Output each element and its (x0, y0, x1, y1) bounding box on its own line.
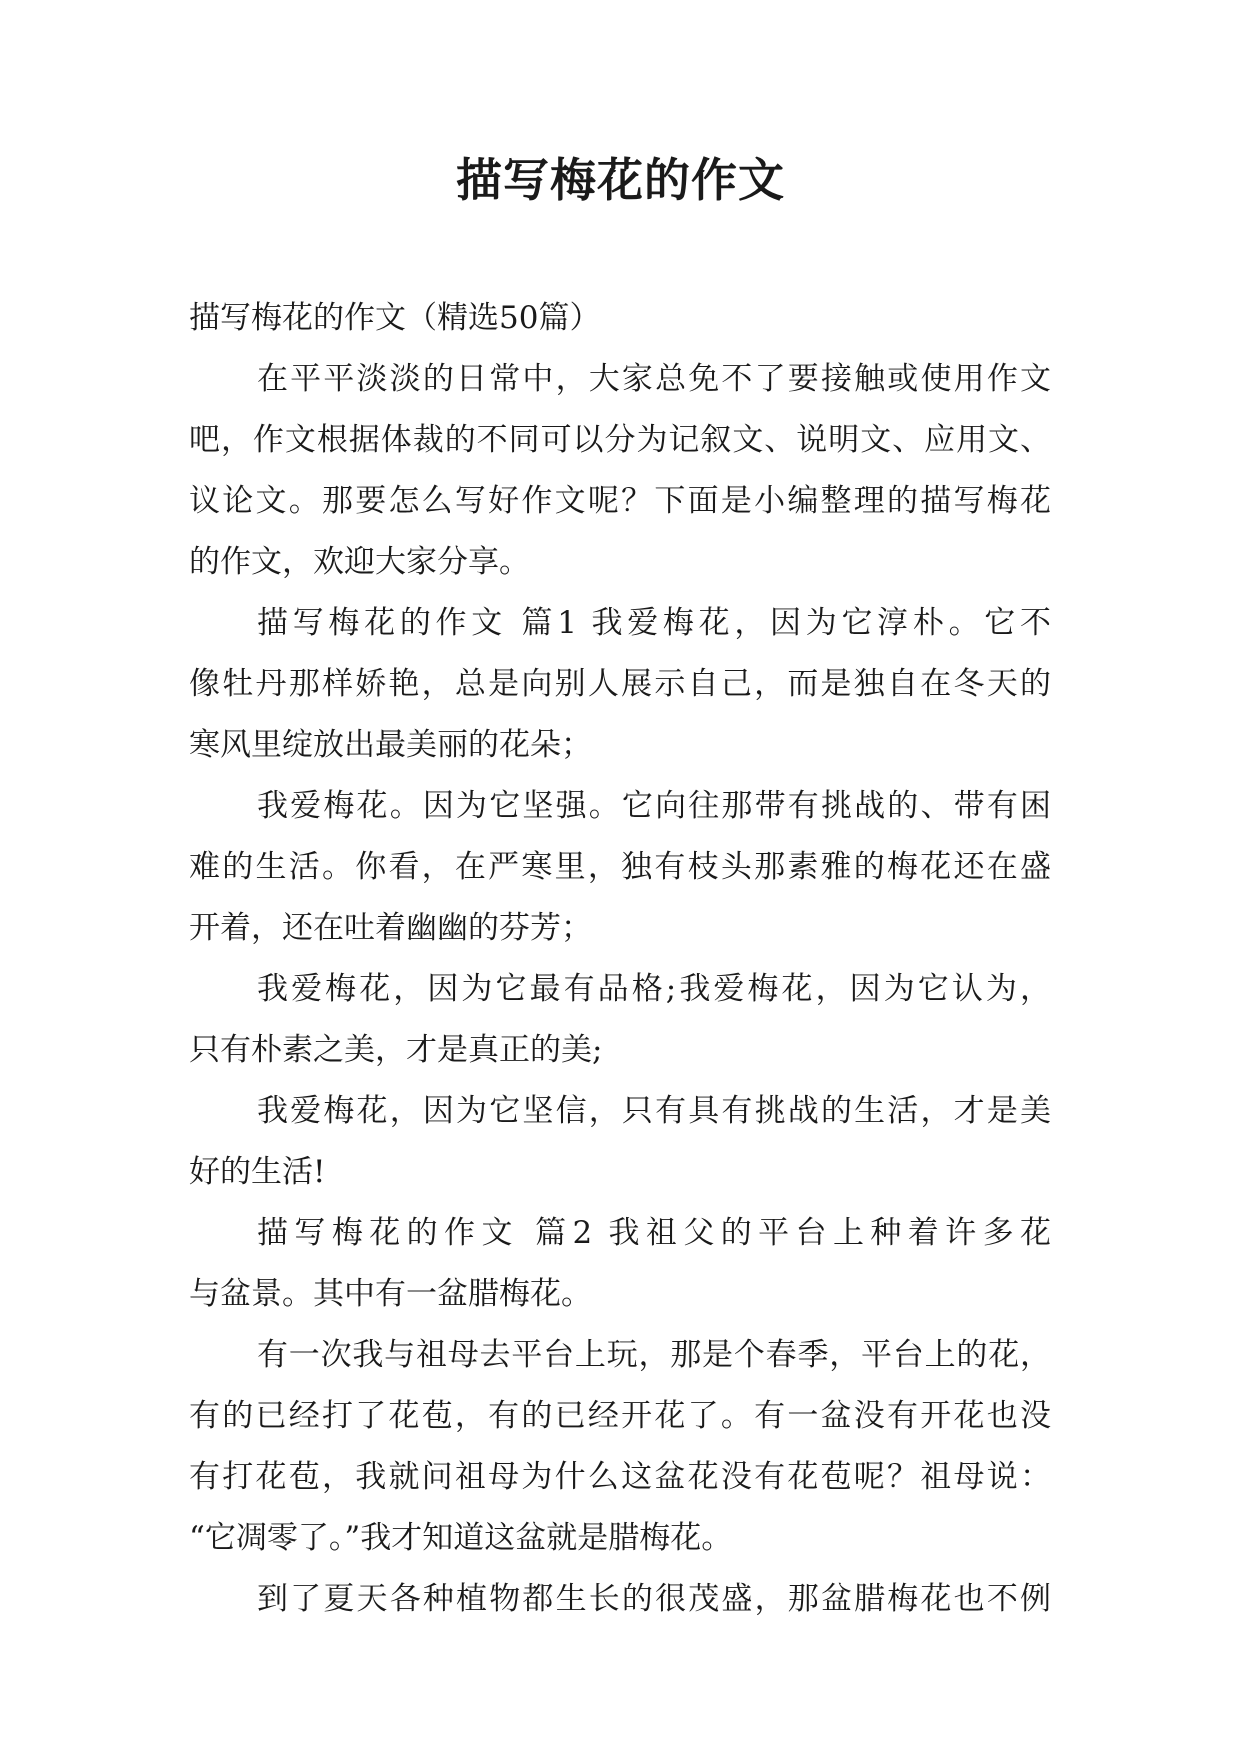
section-heading-line: 描写梅花的作文 篇1 我爱梅花，因为它淳朴。它不 (257, 605, 1051, 641)
paragraph-lines (189, 349, 1051, 1630)
text-line: 的作文，欢迎大家分享。 (189, 544, 530, 580)
text-line: 我爱梅花，因为它最有品格;我爱梅花，因为它认为， (257, 971, 1051, 1007)
text-line: 寒风里绽放出最美丽的花朵； (189, 727, 592, 763)
text-line: “它凋零了。”我才知道这盆就是腊梅花。 (189, 1520, 733, 1556)
text-line: 我爱梅花，因为它坚信，只有具有挑战的生活，才是美 (257, 1093, 1051, 1129)
text-line: 到了夏天各种植物都生长的很茂盛，那盆腊梅花也不例 (257, 1581, 1051, 1617)
text-line: 议论文。那要怎么写好作文呢？下面是小编整理的描写梅花 (189, 483, 1051, 519)
text-line: 有一次我与祖母去平台上玩，那是个春季，平台上的花， (257, 1337, 1051, 1373)
text-line: 有打花苞，我就问祖母为什么这盆花没有花苞呢？祖母说： (189, 1459, 1051, 1495)
text-line: 吧，作文根据体裁的不同可以分为记叙文、说明文、应用文、 (189, 422, 1051, 458)
text-line: 难的生活。你看，在严寒里，独有枝头那素雅的梅花还在盛 (189, 849, 1051, 885)
text-line: 与盆景。其中有一盆腊梅花。 (189, 1276, 592, 1312)
text-line: 开着，还在吐着幽幽的芬芳； (189, 910, 592, 946)
text-line: 只有朴素之美，才是真正的美; (189, 1032, 603, 1068)
text-line: 像牡丹那样娇艳，总是向别人展示自己，而是独自在冬天的 (189, 666, 1051, 702)
text-line: 在平平淡淡的日常中，大家总免不了要接触或使用作文 (257, 361, 1051, 397)
section-heading-line: 描写梅花的作文 篇2 我祖父的平台上种着许多花 (257, 1215, 1051, 1251)
text-line: 好的生活! (189, 1154, 326, 1190)
document-body (189, 288, 1051, 1630)
page-title: 描写梅花的作文 (456, 153, 785, 207)
document-subtitle: 描写梅花的作文（精选50篇） (189, 300, 601, 336)
text-line: 有的已经打了花苞，有的已经开花了。有一盆没有开花也没 (189, 1398, 1051, 1434)
text-line: 我爱梅花。因为它坚强。它向往那带有挑战的、带有困 (257, 788, 1051, 824)
